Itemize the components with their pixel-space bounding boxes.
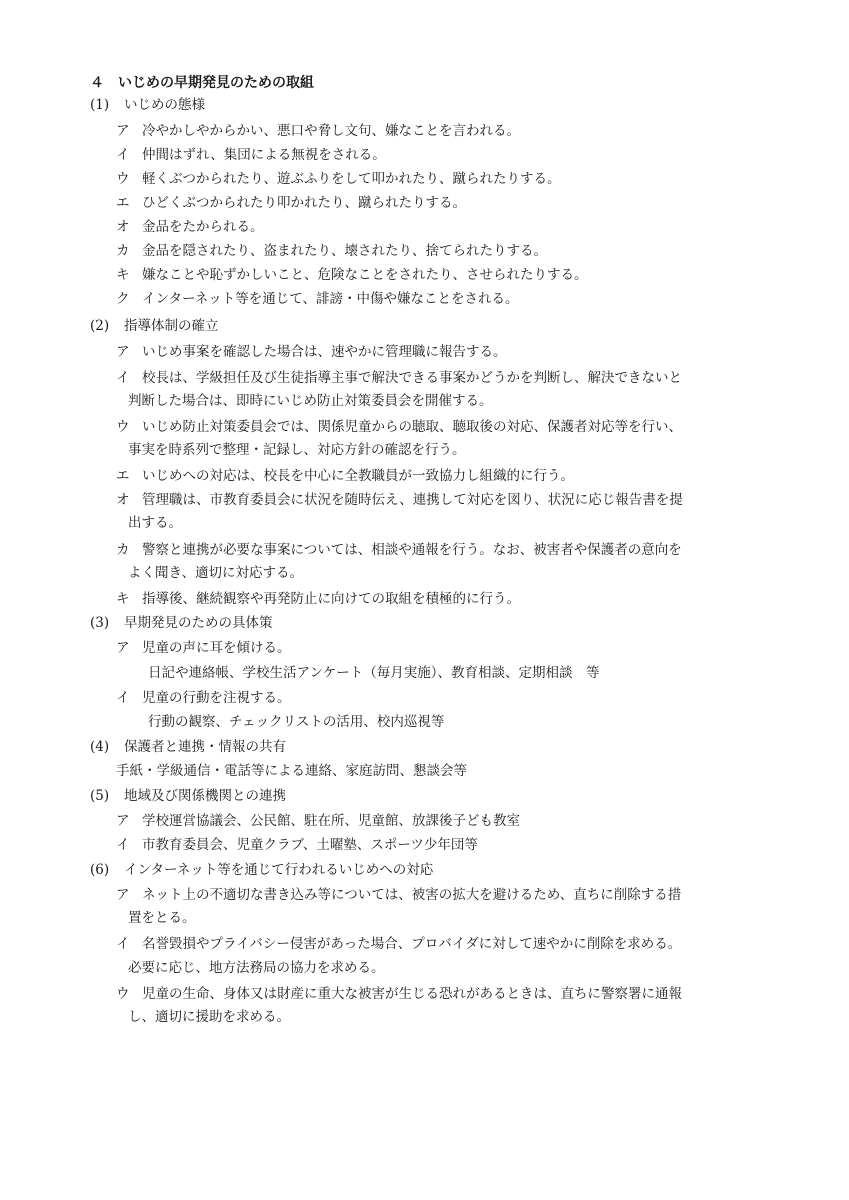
item-detail: 行動の観察、チェックリストの活用、校内巡視等 (148, 714, 445, 730)
list-item (116, 194, 466, 212)
list-item (116, 266, 588, 284)
list-item (116, 541, 682, 559)
list-item (116, 369, 682, 387)
item-continuation: 必要に応じ、地方法務局の協力を求める。 (128, 960, 385, 976)
item-label: エ (116, 195, 130, 211)
item-label: ア (116, 887, 130, 903)
item-text: 名誉毀損やプライバシー侵害があった場合、プロバイダに対して速やかに削除を求める。 (142, 936, 682, 952)
section-heading (90, 317, 219, 335)
item-label: エ (116, 468, 130, 484)
item-label: イ (116, 837, 130, 853)
item-text: 児童の生命、身体又は財産に重大な被害が生じる恐れがあるときは、直ちに警察署に通報 (142, 986, 682, 1002)
list-item (116, 639, 291, 657)
item-continuation: 事実を時系列で整理・記録し、対応方針の確認を行う。 (128, 442, 466, 458)
list-item (116, 418, 682, 436)
item-text: 児童の行動を注視する。 (142, 690, 291, 706)
item-text: ネット上の不適切な書き込み等については、被害の拡大を避けるため、直ちに削除する措 (142, 887, 682, 903)
item-text: 学校運営協議会、公民館、駐在所、児童館、放課後子ども教室 (142, 813, 520, 829)
list-item (116, 242, 547, 260)
list-item (116, 689, 291, 707)
section-heading (90, 861, 433, 879)
item-text: 管理職は、市教育委員会に状況を随時伝え、連携して対応を図り、状況に応じ報告書を提 (142, 492, 683, 508)
item-text: 警察と連携が必要な事案については、相談や通報を行う。なお、被害者や保護者の意向を (142, 542, 682, 558)
list-item (116, 343, 507, 361)
item-label: ア (116, 640, 130, 656)
item-continuation: よく聞き、適切に対応する。 (128, 565, 303, 581)
item-text: 仲間はずれ、集団による無視をされる。 (142, 147, 386, 163)
section-heading (90, 738, 286, 756)
item-label: ア (116, 344, 130, 360)
item-continuation: し、適切に援助を求める。 (128, 1009, 290, 1025)
item-continuation: 判断した場合は、即時にいじめ防止対策委員会を開催する。 (128, 393, 493, 409)
item-label: ウ (116, 419, 130, 435)
section-title: 早期発見のための具体策 (124, 615, 273, 631)
list-item (116, 812, 520, 830)
item-label: キ (116, 591, 130, 607)
page-title: ４ いじめの早期発見のための取組 (90, 75, 314, 91)
item-label: カ (116, 243, 130, 259)
item-continuation: 出する。 (128, 515, 182, 531)
item-label: ク (116, 291, 130, 307)
section-heading (90, 96, 205, 114)
item-continuation: 置をとる。 (128, 910, 196, 926)
item-text: 児童の声に耳を傾ける。 (142, 640, 291, 656)
item-label: オ (116, 219, 130, 235)
list-item (116, 170, 561, 188)
item-text: 指導後、継続観察や再発防止に向けての取組を積極的に行う。 (142, 591, 520, 607)
item-label: キ (116, 267, 130, 283)
item-label: イ (116, 936, 130, 952)
item-detail: 日記や連絡帳、学校生活アンケート（毎月実施）、教育相談、定期相談 等 (148, 665, 600, 681)
section-heading (90, 787, 286, 805)
list-item (116, 218, 264, 236)
section-heading (90, 614, 273, 632)
item-text: インターネット等を通じて、誹謗・中傷や嫌なことをされる。 (142, 291, 519, 307)
section-title: 指導体制の確立 (124, 318, 219, 334)
section-title: 地域及び関係機関との連携 (124, 788, 286, 804)
list-item (116, 985, 682, 1003)
item-text: ひどくぶつかられたり叩かれたり、蹴られたりする。 (142, 195, 466, 211)
item-text: いじめ事案を確認した場合は、速やかに管理職に報告する。 (142, 344, 507, 360)
item-text: 金品をたかられる。 (142, 219, 264, 235)
section-number: (1) (90, 97, 110, 113)
list-item (116, 146, 386, 164)
list-item (116, 290, 519, 308)
list-item (116, 590, 520, 608)
section-title: インターネット等を通じて行われるいじめへの対応 (124, 862, 434, 878)
list-item (116, 467, 574, 485)
item-label: イ (116, 690, 130, 706)
item-label: ウ (116, 171, 130, 187)
item-label: イ (116, 370, 130, 386)
item-label: イ (116, 147, 130, 163)
section-title: いじめの態様 (124, 97, 205, 113)
list-item (116, 122, 520, 140)
item-text: 金品を隠されたり、盗まれたり、壊されたり、捨てられたりする。 (142, 243, 547, 259)
item-text: 軽くぶつかられたり、遊ぶふりをして叩かれたり、蹴られたりする。 (142, 171, 561, 187)
section-number: (3) (90, 615, 110, 631)
list-item (116, 491, 683, 509)
section-title: 保護者と連携・情報の共有 (124, 739, 286, 755)
section-text: 手紙・学級通信・電話等による連絡、家庭訪問、懇談会等 (116, 763, 467, 779)
item-label: ウ (116, 986, 130, 1002)
item-label: ア (116, 123, 130, 139)
section-number: (2) (90, 318, 110, 334)
item-text: いじめ防止対策委員会では、関係児童からの聴取、聴取後の対応、保護者対応等を行い、 (142, 419, 682, 435)
item-text: 嫌なことや恥ずかしいこと、危険なことをされたり、させられたりする。 (142, 267, 588, 283)
item-text: 校長は、学級担任及び生徒指導主事で解決できる事案かどうかを判断し、解決できないと (142, 370, 682, 386)
item-text: いじめへの対応は、校長を中心に全教職員が一致協力し組織的に行う。 (142, 468, 574, 484)
list-item (116, 836, 478, 854)
item-text: 市教育委員会、児童クラブ、土曜塾、スポーツ少年団等 (142, 837, 478, 853)
section-number: (4) (90, 739, 110, 755)
item-label: ア (116, 813, 130, 829)
item-label: オ (116, 492, 130, 508)
item-text: 冷やかしやからかい、悪口や脅し文句、嫌なことを言われる。 (142, 123, 520, 139)
list-item (116, 886, 681, 904)
section-number: (5) (90, 788, 110, 804)
section-number: (6) (90, 862, 110, 878)
item-label: カ (116, 542, 130, 558)
list-item (116, 935, 681, 953)
